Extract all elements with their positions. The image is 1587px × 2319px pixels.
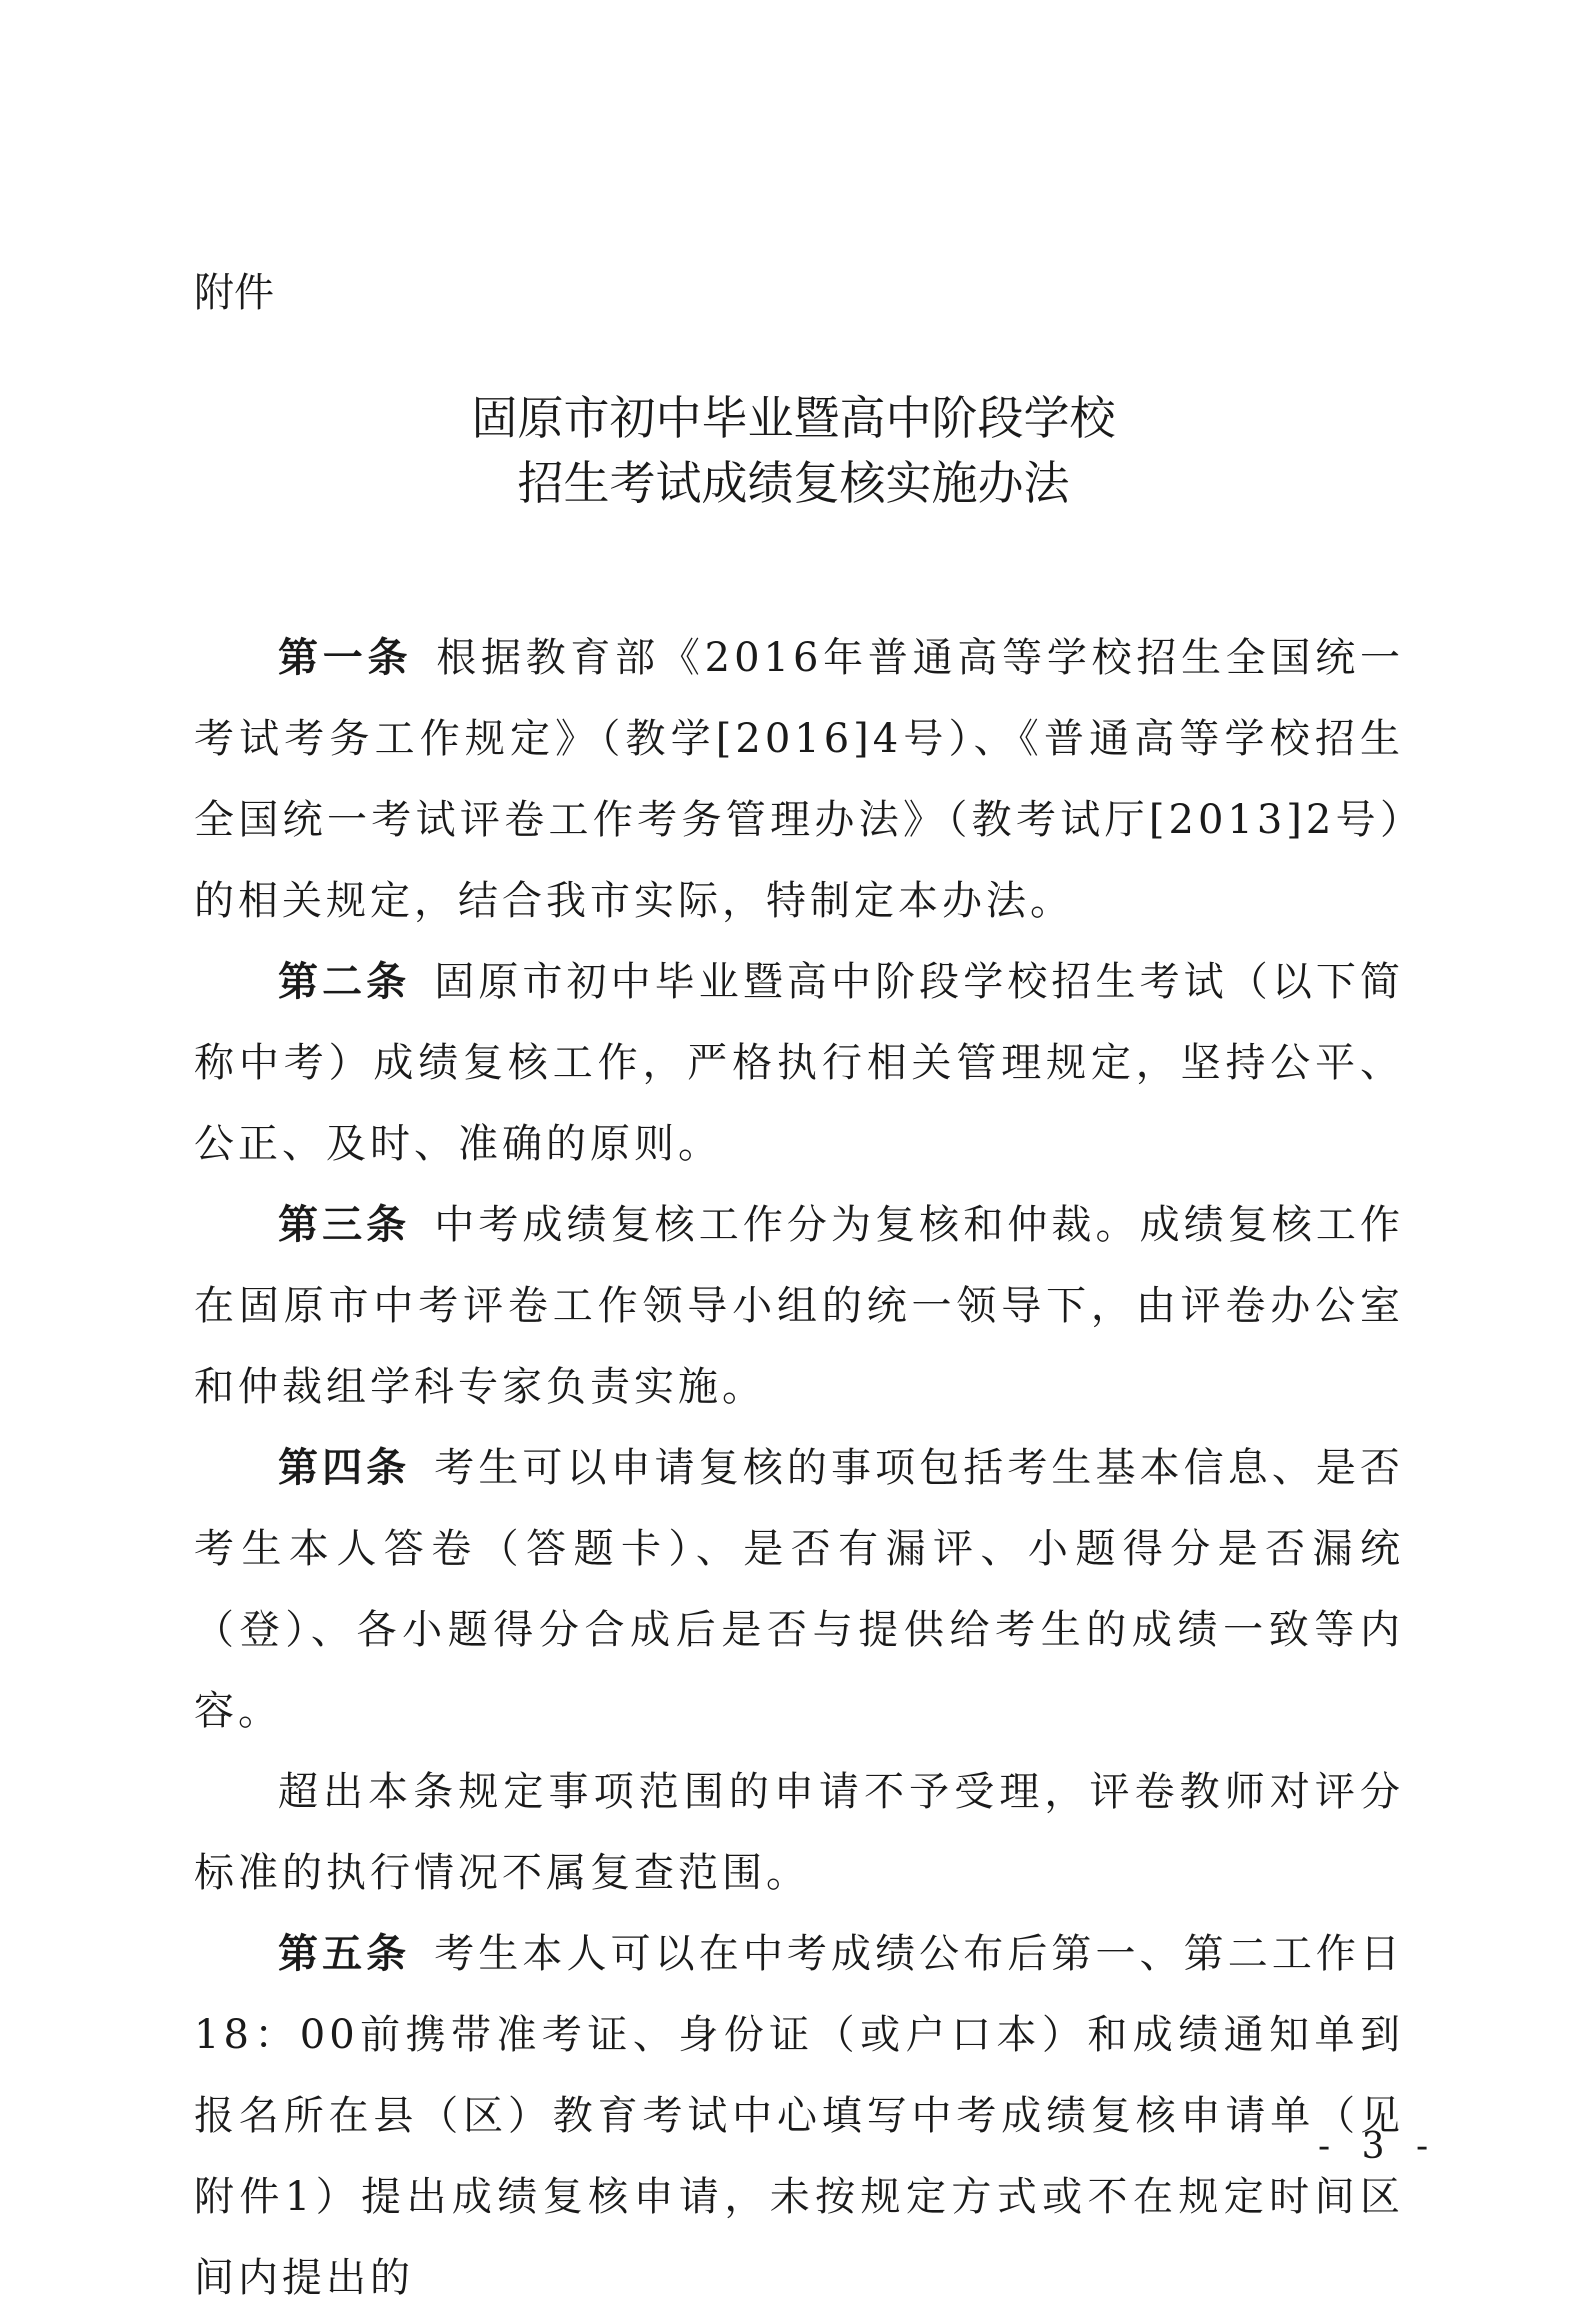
page-number: - 3 -: [1318, 2126, 1439, 2167]
paragraph-article-4: [194, 1428, 1404, 1752]
document-title-line-1: 固原市初中毕业暨高中阶段学校: [471, 391, 1116, 445]
article-number: 第三条: [278, 1202, 411, 1248]
document-title-line-2: 招生考试成绩复核实施办法: [517, 456, 1070, 510]
paragraph-article-1: [194, 618, 1404, 942]
paragraph-article-3: [194, 1185, 1404, 1428]
paragraph-article-4-continued: [194, 1752, 1404, 1914]
article-number: 第五条: [278, 1931, 411, 1977]
paragraph-article-2: [194, 942, 1404, 1185]
paragraph-text: 考生本人可以在中考成绩公布后第一、第二工作日18：00前携带准考证、身份证（或户口本）和成绩通知单到报名所在县（区）教育考试中心填写中考成绩复核申请单（见附件1）提出成绩复核申请，未按规定方式或不在规定时间区间内提出的: [194, 1931, 1404, 2301]
article-number: 第一条: [278, 635, 413, 681]
paragraph-text: 考生可以申请复核的事项包括考生基本信息、是否考生本人答卷（答题卡）、是否有漏评、小题得分是否漏统（登）、各小题得分合成后是否与提供给考生的成绩一致等内容。: [194, 1445, 1404, 1734]
paragraph-text: 根据教育部《2016年普通高等学校招生全国统一考试考务工作规定》（教学[2016]4号）、《普通高等学校招生全国统一考试评卷工作考务管理办法》（教考试厅[2013]2号）的相关规定，结合我市实际，特制定本办法。: [194, 635, 1405, 924]
article-number: 第二条: [278, 959, 411, 1005]
paragraph-text: 超出本条规定事项范围的申请不予受理，评卷教师对评分标准的执行情况不属复查范围。: [194, 1769, 1404, 1896]
article-number: 第四条: [278, 1445, 411, 1491]
paragraph-text: 中考成绩复核工作分为复核和仲裁。成绩复核工作在固原市中考评卷工作领导小组的统一领导下，由评卷办公室和仲裁组学科专家负责实施。: [194, 1202, 1404, 1410]
document-body: [194, 618, 1404, 2319]
paragraph-text: 固原市初中毕业暨高中阶段学校招生考试（以下简称中考）成绩复核工作，严格执行相关管理规定，坚持公平、公正、及时、准确的原则。: [194, 959, 1404, 1167]
paragraph-article-5: [194, 1914, 1404, 2319]
attachment-label: 附件: [194, 270, 274, 316]
